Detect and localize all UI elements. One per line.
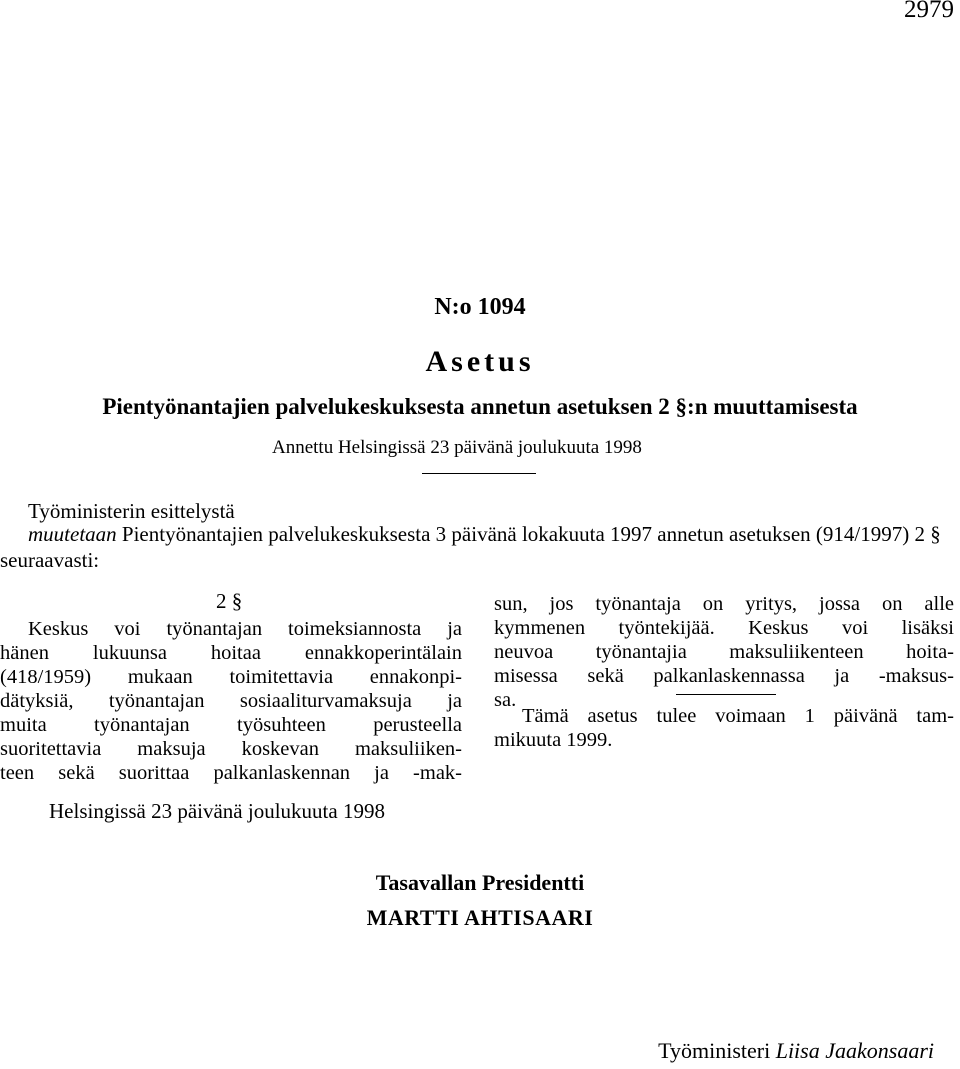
text-line: sun, jos työnantaja on yritys, jossa on alle [494, 593, 954, 615]
divider-rule [676, 694, 776, 695]
president-name: MARTTI AHTISAARI [366, 905, 594, 930]
text-line: (418/1959) mukaan toimitettavia ennakonpi- [0, 666, 462, 688]
amendment-paragraph [0, 521, 958, 573]
text-line: neuvoa työnantajia maksuliikenteen hoita- [494, 641, 954, 663]
text-line: dätyksiä, työnantajan sosiaaliturvamaksuja ja [0, 690, 462, 712]
text-line: sa. [494, 689, 517, 711]
issued-line: Annettu Helsingissä 23 päivänä joulukuuta 1998 [272, 437, 642, 458]
document-title: Pientyönantajien palvelukeskuksesta annetun asetuksen 2 §:n muuttamisesta [102, 394, 858, 419]
president-title: Tasavallan Presidentti [375, 870, 585, 895]
entry-into-force-paragraph [494, 704, 954, 752]
section-text-left-column [0, 617, 462, 785]
text-line: kymmenen työntekijää. Keskus voi lisäksi [494, 617, 954, 639]
statute-number: N:o 1094 [434, 294, 526, 320]
signing-place-date: Helsingissä 23 päivänä joulukuuta 1998 [49, 799, 385, 823]
minister-title: Työministeri [658, 1038, 771, 1063]
text-line: misessa sekä palkanlaskennassa ja -maksus- [494, 665, 954, 687]
text-line: hänen lukuunsa hoitaa ennakkoperintälain [0, 642, 462, 664]
presenter-line: Työministerin esittelystä [28, 499, 235, 523]
section-heading: 2 § [216, 589, 243, 613]
text-line: muita työnantajan työsuhteen perusteella [0, 714, 462, 736]
amendment-verb: muutetaan [28, 522, 117, 546]
text-line: mikuuta 1999. [494, 729, 613, 751]
amendment-text: Pientyönantajien palvelukeskuksesta 3 päivänä lokakuuta 1997 annetun asetuksen (914/1997) 2 § seuraavasti: [0, 522, 941, 572]
document-type-heading: Asetus [425, 345, 535, 378]
text-line: teen sekä suorittaa palkanlaskennan ja -mak- [0, 762, 462, 784]
text-line: suoritettavia maksuja koskevan maksuliiken- [0, 738, 462, 760]
page-number: 2979 [904, 0, 954, 23]
text-line: Tämä asetus tulee voimaan 1 päivänä tam- [522, 705, 954, 727]
minister-signature [658, 1038, 934, 1064]
minister-name: Liisa Jaakonsaari [775, 1038, 934, 1063]
text-line: Keskus voi työnantajan toimeksiannosta ja [28, 618, 462, 640]
divider-rule [422, 473, 536, 474]
